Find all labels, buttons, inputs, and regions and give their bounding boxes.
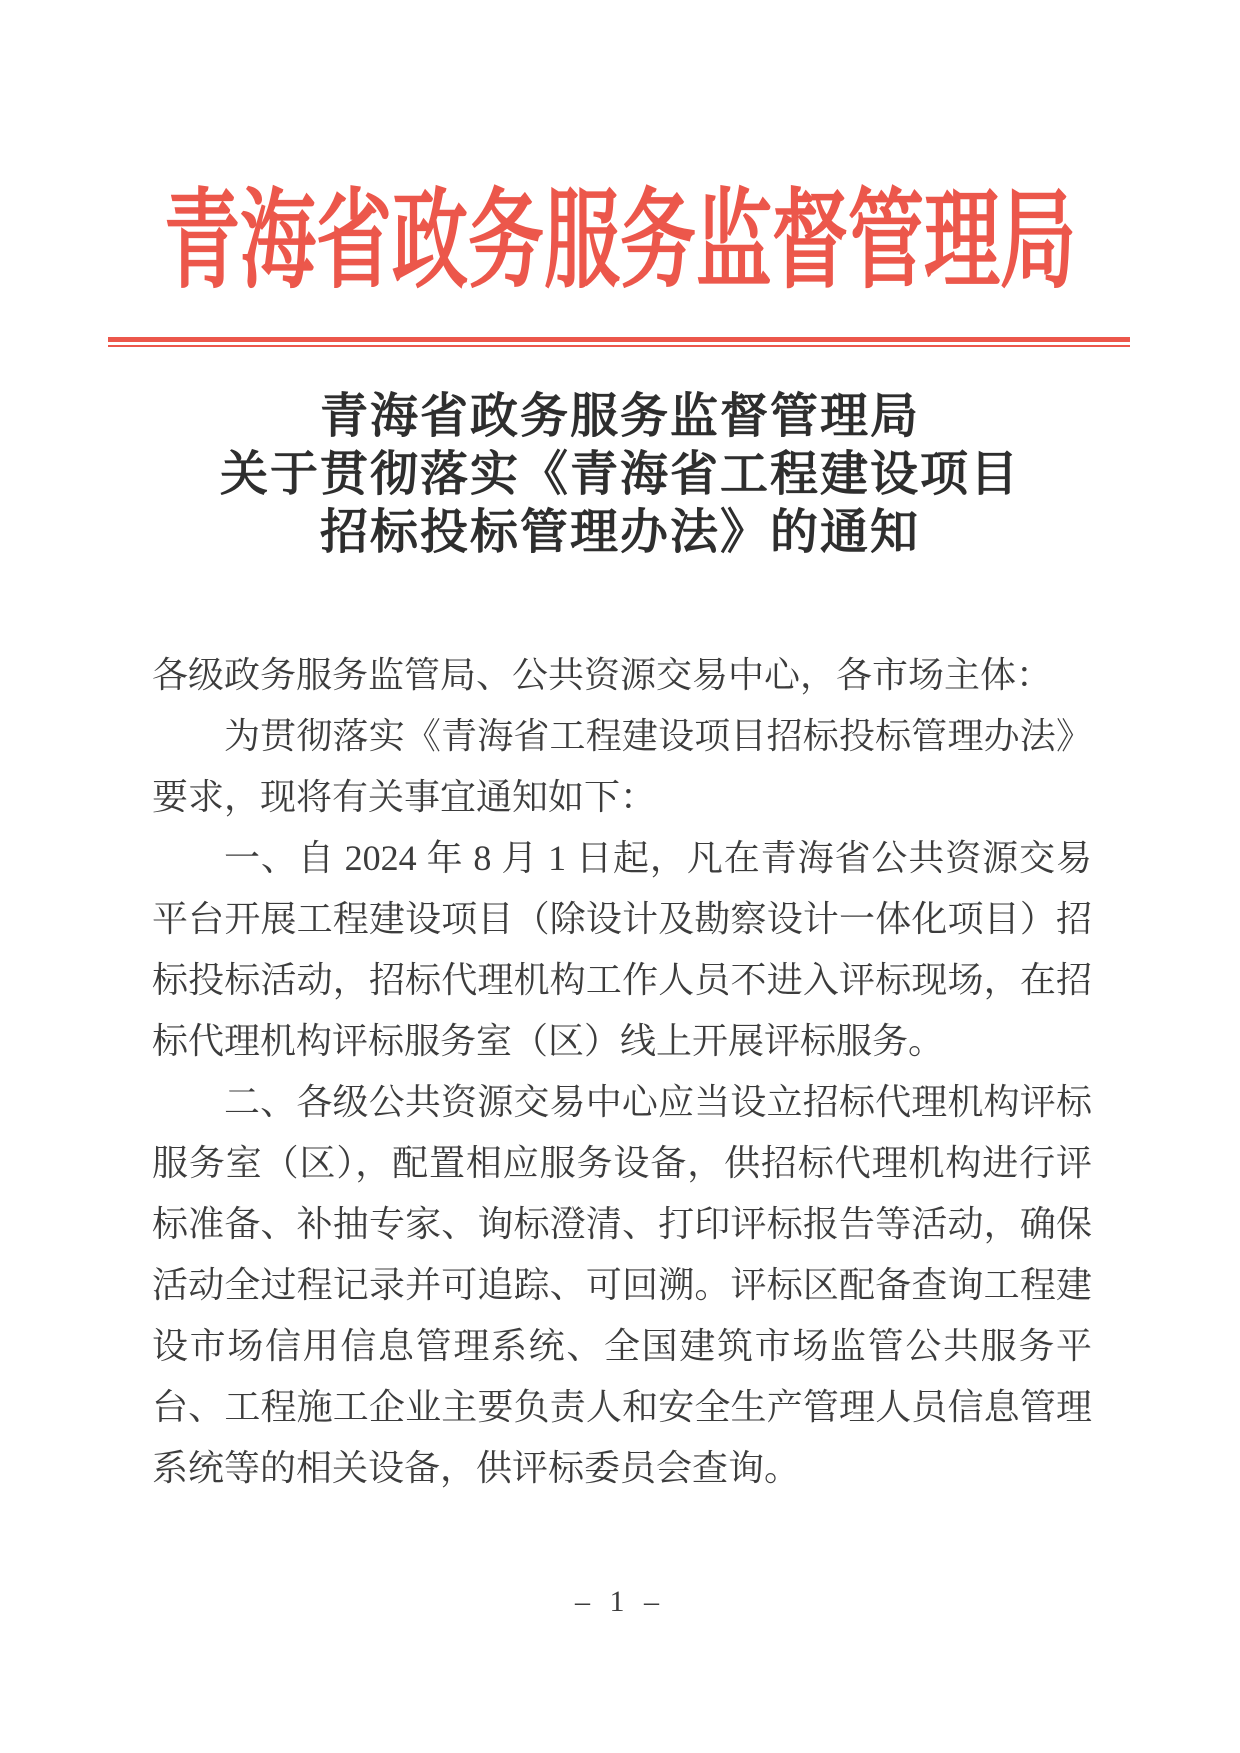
paragraph-item-1: 一、自 2024 年 8 月 1 日起，凡在青海省公共资源交易平台开展工程建设项目（除设计及勘察设计一体化项目）招标投标活动，招标代理机构工作人员不进入评标现场，在招标代理机构评标服务室（区）线上开展评标服务。 <box>152 838 1092 1061</box>
paragraph-item-2: 二、各级公共资源交易中心应当设立招标代理机构评标服务室（区），配置相应服务设备，供招标代理机构进行评标准备、补抽专家、询标澄清、打印评标报告等活动，确保活动全过程记录并可追踪、可回溯。评标区配备查询工程建设市场信用信息管理系统、全国建筑市场监管公共服务平台、工程施工企业主要负责人和安全生产管理人员信息管理系统等的相关设备，供评标委员会查询。 <box>152 1082 1092 1488</box>
page-number: – 1 – <box>575 1585 665 1618</box>
salutation-line: 各级政务服务监管局、公共资源交易中心，各市场主体： <box>152 655 1053 695</box>
divider-thin-line <box>108 345 1130 347</box>
document-title-line-2: 关于贯彻落实《青海省工程建设项目 <box>219 448 1020 501</box>
document-body <box>152 645 1092 1499</box>
document-title <box>0 388 1240 562</box>
document-title-line-1: 青海省政务服务监督管理局 <box>319 390 920 443</box>
divider-thick-line <box>108 337 1130 342</box>
letterhead <box>0 178 1240 302</box>
red-divider-rule <box>108 337 1130 347</box>
document-title-line-3: 招标投标管理办法》的通知 <box>319 506 920 559</box>
paragraph-intro: 为贯彻落实《青海省工程建设项目招标投标管理办法》要求，现将有关事宜通知如下： <box>152 716 1092 817</box>
letterhead-agency-name: 青海省政务服务监督管理局 <box>164 182 1076 302</box>
